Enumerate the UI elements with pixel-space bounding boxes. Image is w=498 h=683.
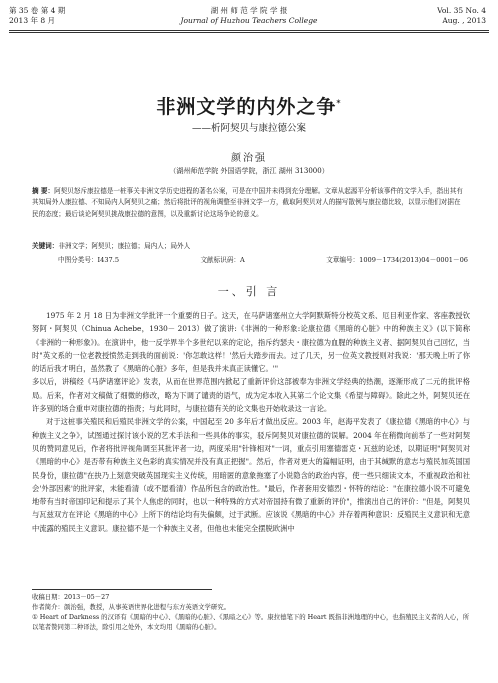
article-subtitle: ——析阿契贝与康拉德公案	[191, 123, 306, 134]
vol-no: Vol. 35 No. 4	[437, 6, 486, 15]
classification-line	[58, 254, 468, 264]
journal-name-cn: 湖 州 师 范 学 院 学 报	[210, 6, 288, 15]
article-title	[0, 92, 498, 119]
journal-name-en: Journal of Huzhou Teachers College	[180, 16, 318, 25]
keywords	[32, 240, 464, 250]
section-heading: 一、引 言	[217, 285, 281, 298]
translation-note: ① Heart of Darkness 的汉译有《黑暗的中心》、《黑暗的心脏》、《黑暗之心》等。康拉德笔下的 Heart 既指非洲地理的中心，也指殖民主义者的人心，所以笔者赞同第二种译法，除引用之处外，本文均用《黑暗的心脏》。	[32, 613, 470, 631]
journal-header	[0, 6, 498, 42]
header-rule-bottom	[9, 32, 489, 33]
author-name: 颜治强	[231, 153, 267, 164]
document-code: 文献标识码：A	[200, 256, 245, 264]
affiliation: （湖州师范学院 外国语学院，浙江 湖州 313000）	[169, 167, 329, 175]
volume-issue-en	[437, 6, 486, 26]
footnotes	[32, 592, 470, 632]
date-cn: 2013 年 8 月	[9, 16, 56, 25]
clc-number: 中图分类号：I437.5	[58, 256, 120, 264]
title-footnote-mark: *	[336, 97, 342, 108]
body-text	[32, 309, 470, 535]
author-bio: 作者简介：颜治强，教授，从事英语世界化进程与东方英语文学研究。	[32, 603, 231, 611]
received-date: 收稿日期：2013－05－27	[32, 593, 110, 601]
keywords-label: 关键词：	[32, 242, 59, 250]
paragraph: 多以后，讲稿经《马萨诸塞评论》发表，从而在世界范围内掀起了重新评价这部被奉为非洲文学经典的热潮，逐渐形成了二元的批评格局。后来，作者对文稿做了细微的修改，略为下调了谴责的语气，成为定本收入其第二个论文集《希望与障碍》。除此之外，阿契贝还在许多别的场合重申对康拉德的指责；与此同时，与康拉德有关的论文集也开始收录这一言论。	[32, 377, 470, 414]
abstract-label: 摘 要：	[32, 187, 55, 195]
article-number: 文章编号：1009－1734(2013)04－0001－06	[326, 256, 468, 264]
keywords-text: 非洲文学；阿契贝；康拉德；局内人；局外人	[58, 242, 191, 250]
paragraph: 1975 年 2 月 18 日为非洲文学批评一个重要的日子。这天，在马萨诸塞州立大学阿默斯特分校英文系、厄目利亚作家、客座教授钦努阿・阿契贝（Chinua Achebe，1930－ 2013）做了演讲:《非洲的一种形象:论康拉德《黑暗的心脏》中的种族主义》(以下简称《非洲的一种形象》)。在演讲中，他一反学界半个多世纪以来的定论，指斥约瑟夫・康拉德为血腥的种族主义者、据阿契贝自己回忆，当时"英文系的一位老教授愤然走到我的面前说：'你怎敢这样！'然后大踏步而去。过了几天，另一位英文教授则对我说：'那天晚上听了你的话后我才明白，虽然教了《黑暗的心脏》多年，但是我并未真正读懂它。'"	[32, 311, 470, 374]
header-rule-top	[9, 30, 489, 31]
abstract-text: 阿契贝怒斥康拉德是一桩事关非洲文学历史进程的著名公案，可是在中国并未得到充分理解。文章从起源平分析该事件的文学入手，指出其有其知局外人康拉德、不知局内人阿契贝之痛；然后将批评的视角调整至非洲文学一方，截取阿契贝对人的描写散例与康拉德比较，以显示他们对据在民的态度；最后谈论阿契贝挑战康拉德的意图，以及重新讨论这场争论的意义。	[32, 187, 463, 218]
date-en: Aug. , 2013	[442, 16, 486, 25]
abstract	[32, 186, 464, 220]
footnote-rule	[32, 589, 212, 590]
volume-issue-cn: 第 35 卷 第 4 期	[9, 6, 66, 15]
journal-name	[0, 6, 498, 26]
paragraph: 对于这桩事关殖民和后殖民非洲文学的公案，中国起至 20 多年后才做出反应。2003 年，赵海平发表了《康拉德《黑暗的中心》与种族主义之争》，试图通过探讨该小说的艺术手法和一些具体的事实，驳斥阿契贝对康拉德的误解。2004 年在稍微向前举了一些对阿契贝的赞同意见后，作者将批评视角调至其批评者一边，两度采用"针锋相对"一词，重点引用塞德雷克・瓦兹的论述，以期证明"阿契贝对《黑暗的中心》是否带有种族主义色彩的真实情况并没有真正把握"。然后，作者对更大的篇幅证明，由于其缄默的意志与殖民加英国国民身份，康拉德"在抉乃上刻意突破英国现实主义传统，用暗匿的意象拖塞了小说隐含的政治内容，使一些只细读文本，不重视政治和社会'外部因素'的批评家，未能看清（或不愿看清）作品所包含的政治性。"最后，作者套用安德烈・怀特的结论："在康拉德小说不可避免地带有当时帝国印记和提示了其个人焦虑的同时，也以一种特殊的方式对帝国持有微了重新的评价"，推演出自己的评价："但是，阿契贝与瓦兹双方在评论《黑暗的中心》上所下的结论均有失偏颇，过于武断。应该说《黑暗的中心》并存着两种意识：反殖民主义意识和无意中流露的殖民主义意识。康拉德不是一个种族主义者，但他也未能完全摆脱欧洲中	[32, 417, 470, 533]
title-text: 非洲文学的内外之争	[156, 96, 337, 118]
